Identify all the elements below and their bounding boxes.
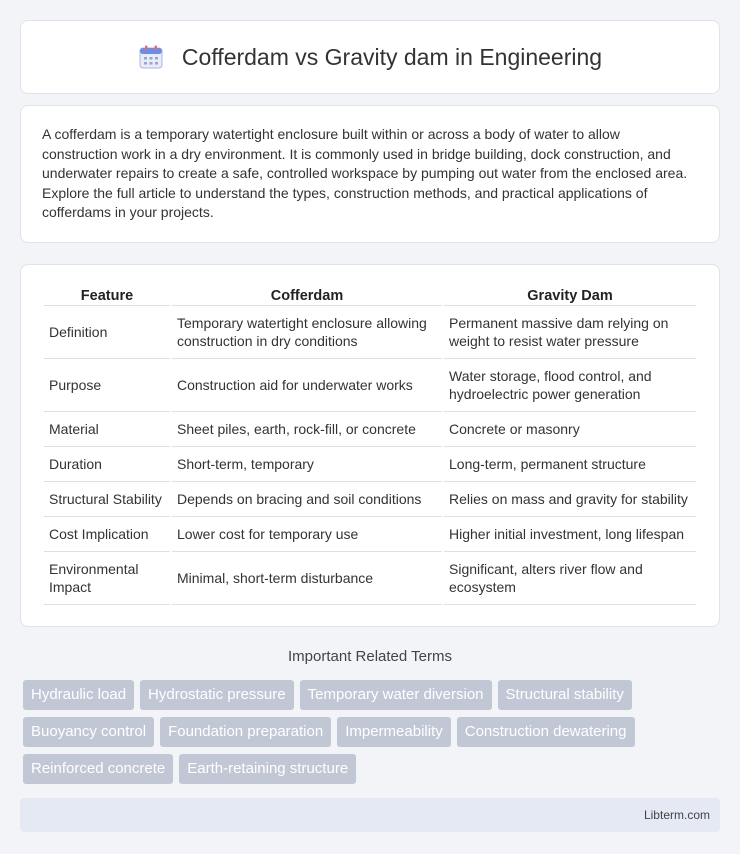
table-row [44, 482, 696, 517]
feature-cell: Purpose [44, 359, 170, 412]
related-terms-title: Important Related Terms [288, 647, 452, 665]
comparison-table [42, 285, 698, 605]
gravity-dam-cell: Higher initial investment, long lifespan [444, 517, 696, 552]
gravity-dam-cell: Permanent massive dam relying on weight to resist water pressure [444, 306, 696, 359]
intro-text: A cofferdam is a temporary watertight enclosure built within or across a body of water to allow construction work in a dry environment. It is commonly used in bridge building, dock construction, and underwater repairs to create a safe, controlled workspace by pumping out water from the enclosed area. Explore the full article to understand the types, construction methods, and practical applications of cofferdams in your projects. [42, 126, 688, 221]
gravity-dam-cell: Relies on mass and gravity for stability [444, 482, 696, 517]
gravity-dam-cell: Water storage, flood control, and hydroelectric power generation [444, 359, 696, 412]
footer-brand-link[interactable]: Libterm.com [643, 807, 710, 822]
cofferdam-cell: Sheet piles, earth, rock-fill, or concrete [172, 412, 442, 447]
header-cofferdam: Cofferdam [172, 285, 442, 306]
gravity-dam-cell: Concrete or masonry [444, 412, 696, 447]
related-terms-list [20, 680, 720, 784]
feature-cell: Material [44, 412, 170, 447]
related-term-tag[interactable]: Hydrostatic pressure [140, 680, 294, 710]
feature-cell: Cost Implication [44, 517, 170, 552]
table-row [44, 412, 696, 447]
gravity-dam-cell: Significant, alters river flow and ecosystem [444, 552, 696, 605]
feature-cell: Structural Stability [44, 482, 170, 517]
related-term-tag[interactable]: Foundation preparation [160, 717, 331, 747]
footer [20, 798, 720, 832]
header-gravity-dam: Gravity Dam [444, 285, 696, 306]
intro-card [20, 105, 720, 243]
calendar-icon [138, 44, 164, 70]
table-row [44, 359, 696, 412]
cofferdam-cell: Temporary watertight enclosure allowing construction in dry conditions [172, 306, 442, 359]
table-row [44, 447, 696, 482]
related-term-tag[interactable]: Hydraulic load [23, 680, 134, 710]
comparison-table-card [20, 264, 720, 627]
page-title: Cofferdam vs Gravity dam in Engineering [181, 43, 603, 70]
title-card [20, 20, 720, 94]
table-header-row [44, 285, 696, 306]
feature-cell: Definition [44, 306, 170, 359]
table-row [44, 306, 696, 359]
gravity-dam-cell: Long-term, permanent structure [444, 447, 696, 482]
related-term-tag[interactable]: Structural stability [498, 680, 632, 710]
related-term-tag[interactable]: Buoyancy control [23, 717, 154, 747]
cofferdam-cell: Construction aid for underwater works [172, 359, 442, 412]
cofferdam-cell: Lower cost for temporary use [172, 517, 442, 552]
cofferdam-cell: Depends on bracing and soil conditions [172, 482, 442, 517]
cofferdam-cell: Minimal, short-term disturbance [172, 552, 442, 605]
feature-cell: Environmental Impact [44, 552, 170, 605]
related-term-tag[interactable]: Impermeability [337, 717, 451, 747]
related-term-tag[interactable]: Temporary water diversion [300, 680, 492, 710]
related-term-tag[interactable]: Construction dewatering [457, 717, 635, 747]
header-feature: Feature [44, 285, 170, 306]
related-term-tag[interactable]: Earth-retaining structure [179, 754, 356, 784]
table-row [44, 517, 696, 552]
table-row [44, 552, 696, 605]
cofferdam-cell: Short-term, temporary [172, 447, 442, 482]
feature-cell: Duration [44, 447, 170, 482]
related-term-tag[interactable]: Reinforced concrete [23, 754, 173, 784]
